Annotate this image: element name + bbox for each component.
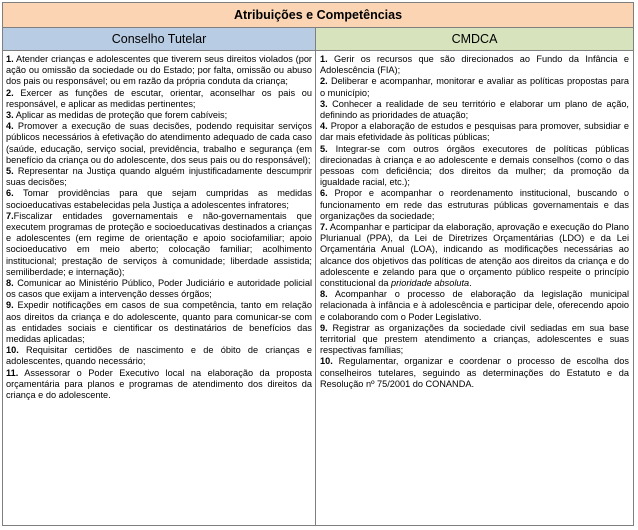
list-item: 3. Aplicar as medidas de proteção que forem cabíveis; xyxy=(6,110,228,121)
list-item: 4. Promover a execução de suas decisões, podendo requisitar serviços públicos necessários à efetivação do atendimento adequado de cada caso (saúde, educação, serviço social, previdência, trabalho e segurança (em benefício da criança ou do adolescente, dos seus pais ou do responsável); xyxy=(6,121,312,165)
list-item: 10. Regulamentar, organizar e coordenar o processo de escolha dos conselheiros tutelares, seguindo as determinações do Estatuto e da Resolução nº 75/2001 do CONANDA. xyxy=(320,356,629,389)
list-item: 8. Comunicar ao Ministério Público, Poder Judiciário e autoridade policial os casos que exijam a intervenção desses órgãos; xyxy=(6,278,312,300)
list-item: 4. Propor a elaboração de estudos e pesquisas para promover, subsidiar e dar mais efetividade às políticas públicas; xyxy=(320,121,629,143)
list-item: 6. Propor e acompanhar o reordenamento institucional, buscando o funcionamento em rede das estruturas públicas governamentais e das organizações da sociedade; xyxy=(320,188,629,221)
conselho-tutelar-column xyxy=(3,51,316,525)
attributions-table xyxy=(2,2,634,526)
emphasis-text: prioridade absoluta xyxy=(391,278,470,289)
list-item: 7.Fiscalizar entidades governamentais e não-governamentais que executem programas de proteção e socioeducativas destinados a crianças e adolescentes (em regime de orientação e apoio sociofamiliar; apoio socioeducativo em meio aberto; colocação familiar; acolhimento institucional; prestação de serviços à comunidade; liberdade assistida; semiliberdade; e internação); xyxy=(6,210,312,277)
column-header-cmdca: CMDCA xyxy=(316,28,633,51)
list-item: 3. Conhecer a realidade de seu território e elaborar um plano de ação, definindo as prioridades de atuação; xyxy=(320,98,629,121)
list-item: 2. Exercer as funções de escutar, orientar, aconselhar os pais ou responsável, e aplicar as medidas pertinentes; xyxy=(6,87,312,109)
list-item: 5. Representar na Justiça quando alguém injustificadamente descumprir suas decisões; xyxy=(6,166,312,188)
list-item: 10. Requisitar certidões de nascimento e de óbito de crianças e adolescentes, quando necessário; xyxy=(6,345,312,367)
cmdca-column xyxy=(316,51,633,525)
list-item: 9. Registrar as organizações da sociedade civil sediadas em sua base territorial que prestem atendimento a crianças, adolescentes e suas respectivas famílias; xyxy=(320,322,629,356)
list-item: 7. Acompanhar e participar da elaboração, aprovação e execução do Plano Plurianual (PPA), da Lei de Diretrizes Orçamentárias (LDO) e da Lei Orçamentária Anual (LOA), indicando as modificações necessárias ao alcance dos objetivos das políticas de atenção aos direitos da criança e do adolescente e zelando para que o orçamento público respeite o princípio constitucional da prioridade absoluta. xyxy=(320,222,629,289)
list-item: 6. Tomar providências para que sejam cumpridas as medidas socioeducativas estabelecidas pela Justiça a adolescentes infratores; xyxy=(6,188,312,210)
list-item: 1. Atender crianças e adolescentes que tiverem seus direitos violados (por ação ou omissão da sociedade ou do Estado; por falta, omissão ou abuso dos pais ou responsável; ou em razão da própria conduta da criança; xyxy=(6,54,312,87)
table-title: Atribuições e Competências xyxy=(3,3,633,28)
list-item: 8. Acompanhar o processo de elaboração da legislação municipal relacionada à infância e à adolescência e participar dele, oferecendo apoio e colaborando com o Poder Legislativo. xyxy=(320,289,629,322)
column-header-conselho-tutelar: Conselho Tutelar xyxy=(3,28,316,51)
list-item: 1. Gerir os recursos que são direcionados ao Fundo da Infância e Adolescência (FIA); xyxy=(320,54,629,76)
list-item: 11. Assessorar o Poder Executivo local na elaboração da proposta orçamentária para planos e programas de atendimento dos direitos da criança e do adolescente. xyxy=(6,367,312,401)
list-item: 5. Integrar-se com outros órgãos executores de políticas públicas direcionadas à criança e ao adolescente e demais conselhos (como o das pessoas com deficiência; dos direitos da mulher; da promoção da igualdade racial, etc.); xyxy=(320,143,629,188)
list-item: 2. Deliberar e acompanhar, monitorar e avaliar as políticas propostas para o município; xyxy=(320,76,629,98)
list-item: 9. Expedir notificações em casos de sua competência, tanto em relação aos direitos da criança e do adolescente, quanto para comunicar-se com as entidades sociais e cientificar os destinatários de benefícios das medidas aplicadas; xyxy=(6,300,312,345)
